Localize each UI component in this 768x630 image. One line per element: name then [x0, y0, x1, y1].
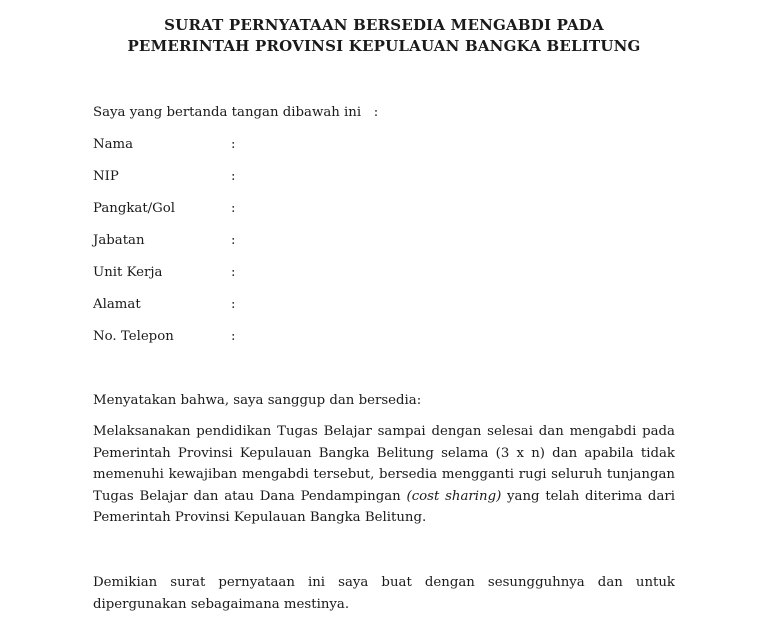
field-colon: :	[231, 137, 236, 152]
field-colon: :	[231, 233, 236, 248]
intro-text: Saya yang bertanda tangan dibawah ini :	[93, 105, 379, 120]
field-label: Nama	[93, 137, 134, 152]
closing-paragraph: Demikian surat pernyataan ini saya buat dengan sesungguhnya dan untuk dipergunakan sebagaimana mestinya.	[93, 575, 675, 612]
field-label: NIP	[93, 169, 119, 184]
field-label: Unit Kerja	[93, 265, 163, 280]
commitment-text-1: Melaksanakan pendidikan Tugas Belajar sampai dengan selesai dan mengabdi pada Pemerintah Provinsi Kepulauan Bangka Belitung selama (3 x n) dan apabila tidak memenuhi kewajiban mengabdi tersebut, bersedia mengganti rugi seluruh tunjangan Tugas Belajar dan atau Dana Pendampingan	[93, 424, 675, 504]
commitment-paragraph	[93, 421, 675, 529]
field-label: No. Telepon	[93, 329, 174, 344]
cost-sharing-term: (cost sharing)	[406, 488, 502, 504]
statement-text: Menyatakan bahwa, saya sanggup dan bersedia:	[93, 393, 422, 408]
field-colon: :	[231, 329, 236, 344]
field-colon: :	[231, 265, 236, 280]
field-colon: :	[231, 201, 236, 216]
document-title-line-1: SURAT PERNYATAAN BERSEDIA MENGABDI PADA	[164, 16, 604, 34]
field-colon: :	[231, 297, 236, 312]
field-label: Pangkat/Gol	[93, 201, 176, 216]
field-label: Alamat	[93, 297, 141, 312]
field-label: Jabatan	[93, 233, 145, 248]
commitment-text-2: yang telah diterima dari Pemerintah Provinsi Kepulauan Bangka Belitung.	[93, 488, 675, 526]
document-title-line-2: PEMERINTAH PROVINSI KEPULAUAN BANGKA BELITUNG	[127, 37, 641, 55]
field-colon: :	[231, 169, 236, 184]
